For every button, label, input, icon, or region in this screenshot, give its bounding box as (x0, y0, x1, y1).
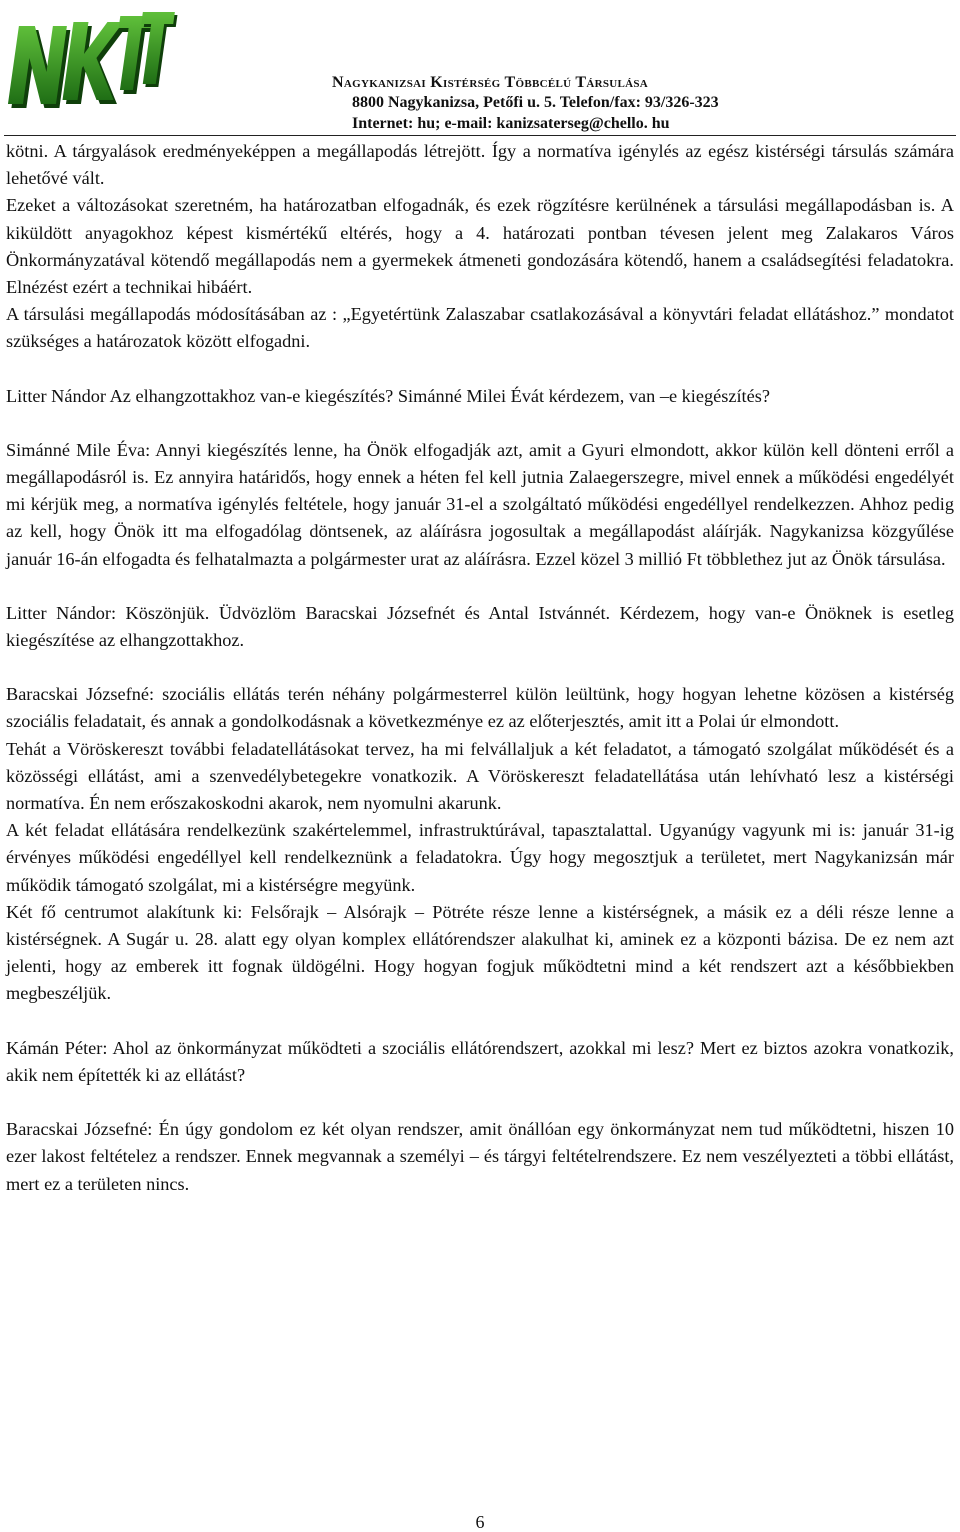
organization-address: 8800 Nagykanizsa, Petőfi u. 5. Telefon/fax: 93/326-323 (352, 94, 719, 111)
paragraph-spacer (6, 410, 954, 437)
paragraph: Baracskai Józsefné: Én úgy gondolom ez két olyan rendszer, amit önállóan egy önkormányzat nem tud működtetni, hiszen 10 ezer lakost feltételez a rendszer. Ennek megvannak a személyi – és tárgyi feltételrendszere. Ez nem veszélyezteti a többi ellátást, mert ez a területen nincs. (6, 1119, 954, 1194)
paragraph-spacer (6, 356, 954, 383)
organization-contact: Internet: hu; e-mail: kanizsaterseg@chello. hu (352, 115, 670, 132)
paragraph: Litter Nándor: Köszönjük. Üdvözlöm Baracskai Józsefnét és Antal Istvánnét. Kérdezem, hogy van-e Önöknek is esetleg kiegészítése az elhangzottakhoz. (6, 602, 954, 651)
header-divider (4, 135, 956, 136)
paragraph: A két feladat ellátására rendelkezünk szakértelemmel, infrastruktúrával, tapasztalattal. Ugyanúgy vagyunk mi is: január 31-ig érvényes működési engedéllyel kell rendelkeznünk a feladatokra. Úgy hogy megosztjuk a területet, mert Nagykanizsán már működik támogató szolgálat, mi a kistérségre megyünk. (6, 820, 954, 895)
paragraph: A társulási megállapodás módosításában az : „Egyetértünk Zalaszabar csatlakozásával a könyvtári feladat ellátáshoz.” mondatot szükséges a határozatok között elfogadni. (6, 304, 954, 352)
paragraph: Tehát a Vöröskereszt további feladatellátásokat tervez, ha mi felvállaljuk a két feladatot, a támogató szolgálat működését és a közösségi ellátást, ami a szenvedélybetegekre vonatkozik. A Vöröskereszt feladatellátása után lehívható lesz a kistérségi normatíva. Én nem erőszakoskodni akarok, nem nyomulni akarunk. (6, 738, 954, 814)
paragraph-spacer (6, 573, 954, 600)
page-number: 6 (475, 1512, 485, 1532)
letterhead (0, 0, 960, 140)
paragraph: Litter Nándor Az elhangzottakhoz van-e kiegészítés? Simánné Milei Évát kérdezem, van –e kiegészítés? (6, 385, 770, 406)
organization-info (334, 74, 814, 134)
paragraph-spacer (6, 1008, 954, 1035)
document-body (6, 138, 954, 1198)
paragraph: Két fő centrumot alakítunk ki: Felsőrajk – Alsórajk – Pötréte része lenne a kistérségnek, a másik ez a déli része lenne a kistérségnek. A Sugár u. 28. alatt egy olyan komplex ellátórendszer alakulhat ki, aminek ez a központi bázisa. De ez nem azt jelenti, hogy az emberek itt fognak üldögélni. Hogy hogyan fogjuk működtetni mind a két rendszert azt a későbbiekben megbeszéljük. (6, 901, 954, 1004)
paragraph: Kámán Péter: Ahol az önkormányzat működteti a szociális ellátórendszert, azokkal mi lesz? Mert ez biztos azokra vonatkozik, akik nem építették ki az ellátást? (6, 1037, 954, 1085)
paragraph: Simánné Mile Éva: Annyi kiegészítés lenne, ha Önök elfogadják azt, amit a Gyuri elmondott, akkor külön kell dönteni erről a megállapodásról is. Ez annyira határidős, hogy ennek a héten fel kell jutnia Zalaegerszegre, mivel ennek a működési engedélyét mi kérjük meg, a normatíva igénylés feltétele, hogy január 31-el a szolgáltató működési engedéllyel rendelkezzen. Ahhoz pedig az kell, hogy Önök itt ma elfogadólag döntsenek, az aláírásra jogosultak a megállapodást aláírják. Nagykanizsa közgyűlése január 16-án elfogadta és felhatalmazta a polgármester urat az aláírásra. Ezzel közel 3 millió Ft többlethez jut az Önök társulása. (6, 439, 954, 569)
paragraph-spacer (6, 654, 954, 681)
paragraph: Ezeket a változásokat szeretném, ha határozatban elfogadnák, és ezek rögzítésre kerülnének a társulási megállapodásban is. A kiküldött anyagokhoz képest kismértékű eltérés, hogy a 4. határozati pontban tévesen jelent meg Zalakaros Város Önkormányzatával kötendő megállapodás nem a gyermekek átmeneti gondozására kötendő, hanem a családsegítési feladatokra. Elnézést ezért a technikai hibáért. (6, 195, 954, 298)
nktt-logo (4, 4, 179, 114)
organization-name: Nagykanizsai Kistérség Többcélú Társulása (332, 74, 649, 91)
paragraph-spacer (6, 1089, 954, 1116)
paragraph: Baracskai Józsefné: szociális ellátás terén néhány polgármesterrel külön leültünk, hogy hogyan lehetne közösen a kistérség szociális feladatait, és annak a gondolkodásnak a következménye ez az előterjesztés, amit itt a Polai úr elmondott. (6, 684, 954, 732)
paragraph: kötni. A tárgyalások eredményeképpen a megállapodás létrejött. Így a normatíva igénylés az egész kistérségi társulás számára lehetővé vált. (6, 141, 954, 189)
